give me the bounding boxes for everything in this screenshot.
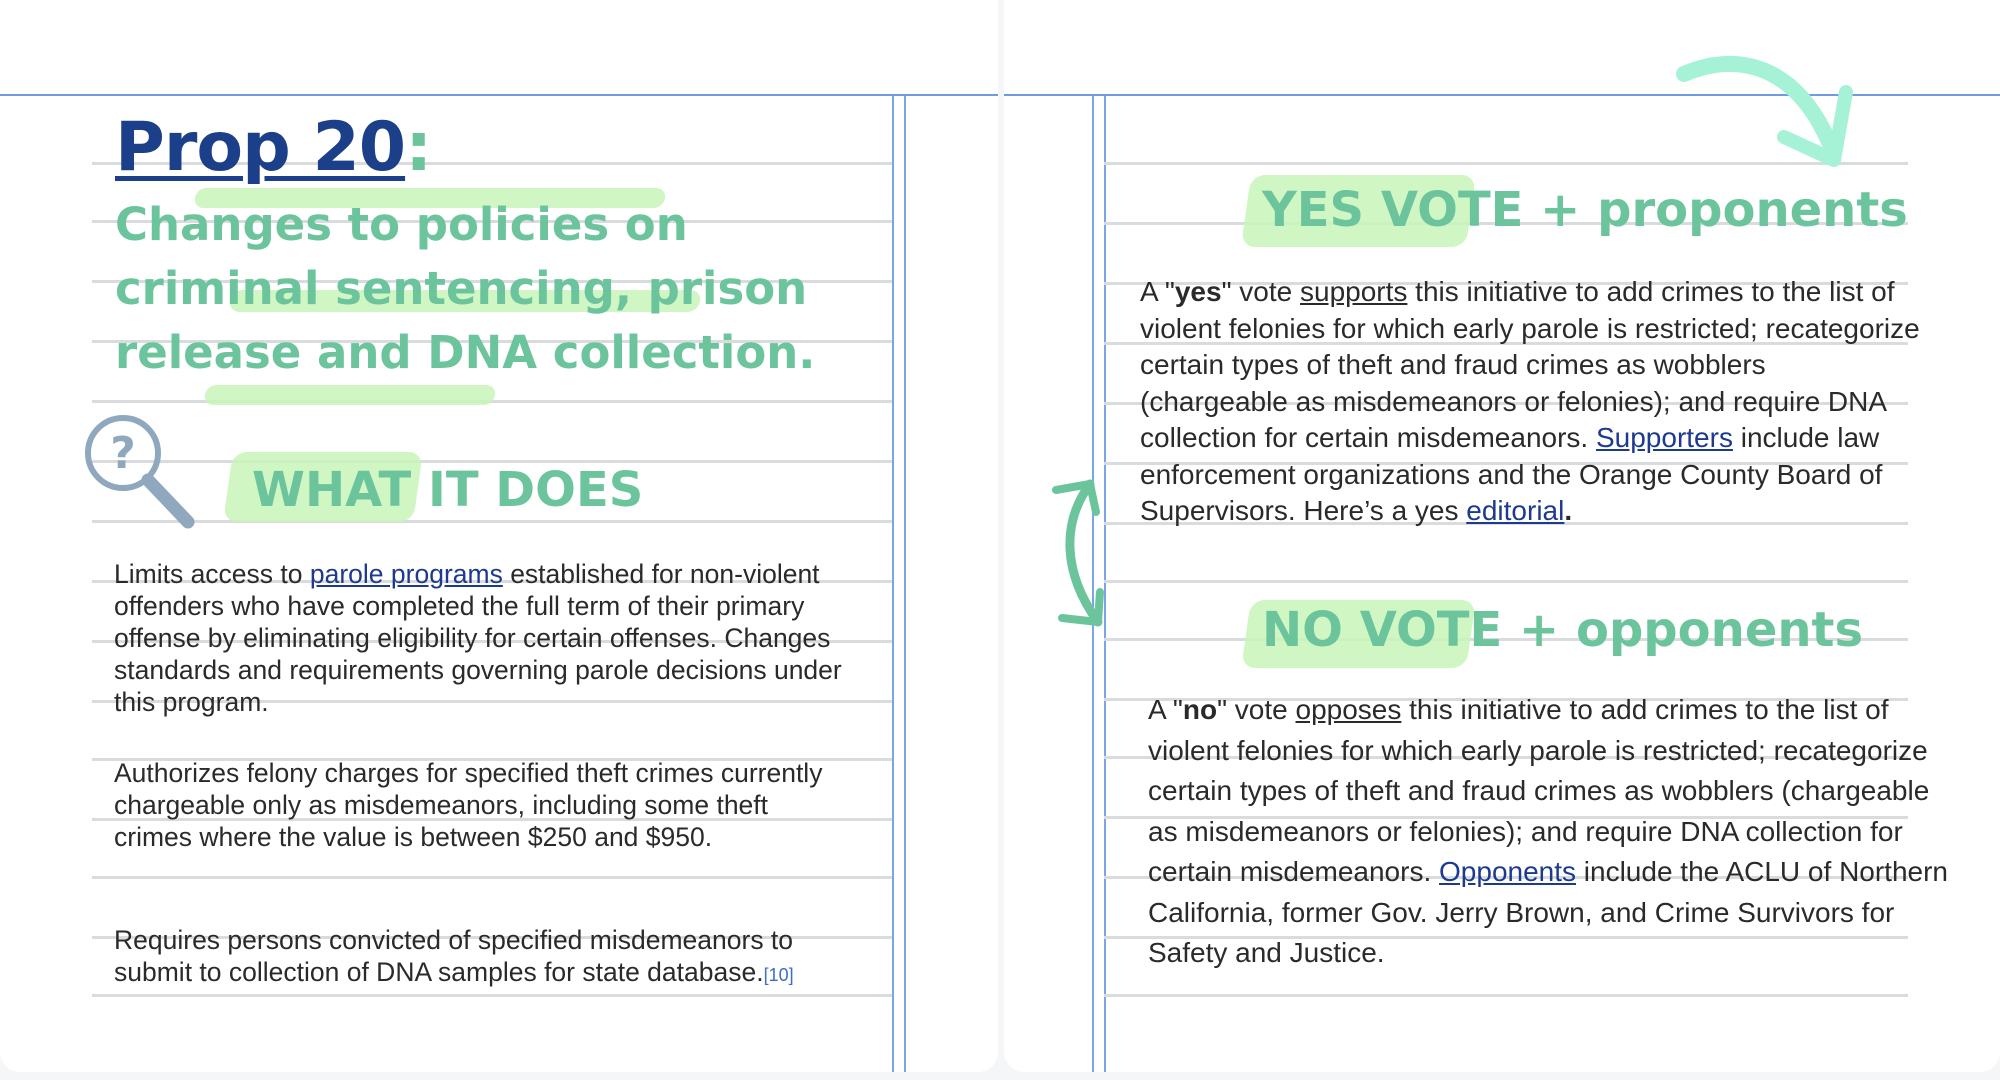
ruled-line: [92, 876, 892, 879]
opposes-underlined: opposes: [1295, 694, 1402, 725]
yes-vote-paragraph: [1140, 274, 1920, 530]
left-page: [0, 0, 998, 1072]
opponents-link[interactable]: Opponents: [1439, 856, 1577, 887]
right-page: [1004, 0, 2000, 1072]
paragraph-text: A ": [1148, 694, 1183, 725]
editorial-link[interactable]: editorial: [1466, 495, 1565, 526]
page-title: [115, 108, 431, 187]
paragraph-text: established for non-violent offenders who have completed the full term of their primary offense by eliminating eligibility for certain offenses. Changes standards and requirements governing parole decisions under this program.: [114, 559, 842, 717]
parole-programs-link[interactable]: parole programs: [309, 559, 503, 589]
margin-line: [904, 96, 906, 1072]
double-arrow-icon: [1042, 472, 1122, 632]
supports-underlined: supports: [1300, 276, 1408, 307]
ruled-line: [92, 520, 892, 523]
footnote-ref-link[interactable]: [10]: [763, 965, 794, 985]
no-vote-heading: NO VOTE + opponents: [1262, 602, 1864, 658]
paragraph-theft: [114, 757, 834, 853]
ruled-line: [92, 994, 892, 997]
ruled-line: [1104, 994, 1908, 997]
title-colon: :: [405, 108, 432, 187]
ruled-line: [1104, 580, 1908, 583]
paragraph-text: Limits access to: [114, 559, 310, 589]
paragraph-text: this initiative to add crimes to the list of violent felonies for which early parole is restricted; recategorize certain types of theft and fraud crimes as wobblers (chargeable as misdemeanors or felonies); and require DNA collection for certain misdemeanors.: [1148, 694, 1930, 887]
paragraph-text: include law enforcement organizations and the Orange County Board of Supervisors. Here’s a yes: [1140, 422, 1883, 526]
paragraph-parole: [114, 558, 854, 718]
margin-line: [892, 96, 894, 1072]
paragraph-text: " vote: [1217, 694, 1296, 725]
paragraph-text: .: [1564, 495, 1573, 526]
paragraph-text: Requires persons convicted of specified misdemeanors to submit to collection of DNA samples for state database.: [114, 925, 794, 987]
supporters-link[interactable]: Supporters: [1595, 422, 1733, 453]
no-emphasis: no: [1182, 694, 1218, 725]
svg-text:?: ?: [110, 428, 136, 479]
top-rule: [0, 94, 998, 96]
yes-vote-heading: YES VOTE + proponents: [1262, 182, 1908, 238]
no-vote-paragraph: [1148, 690, 1948, 974]
highlight-stroke: [204, 385, 497, 405]
paragraph-text: Authorizes felony charges for specified theft crimes currently chargeable only as misdemeanors, including some theft crimes where the value is between $250 and $950.: [114, 758, 823, 852]
magnifier-question-icon: [82, 410, 202, 535]
title-text: Prop 20: [115, 108, 406, 187]
paragraph-text: A ": [1140, 276, 1175, 307]
paragraph-dna: [114, 924, 854, 991]
paragraph-text: include the ACLU of Northern California, former Gov. Jerry Brown, and Crime Survivors for Safety and Justice.: [1148, 856, 1948, 968]
yes-emphasis: yes: [1174, 276, 1222, 307]
what-it-does-heading: WHAT IT DOES: [252, 462, 644, 518]
paragraph-text: " vote: [1221, 276, 1300, 307]
page-subtitle: Changes to policies on criminal sentencing, prison release and DNA collection.: [115, 198, 816, 379]
curved-arrow-icon: [1664, 42, 1864, 172]
paragraph-text: this initiative to add crimes to the list of violent felonies for which early parole is restricted; recategorize certain types of theft and fraud crimes as wobblers (chargeable as misdemeanors or felonies); and require DNA collection for certain misdemeanors.: [1140, 276, 1920, 453]
